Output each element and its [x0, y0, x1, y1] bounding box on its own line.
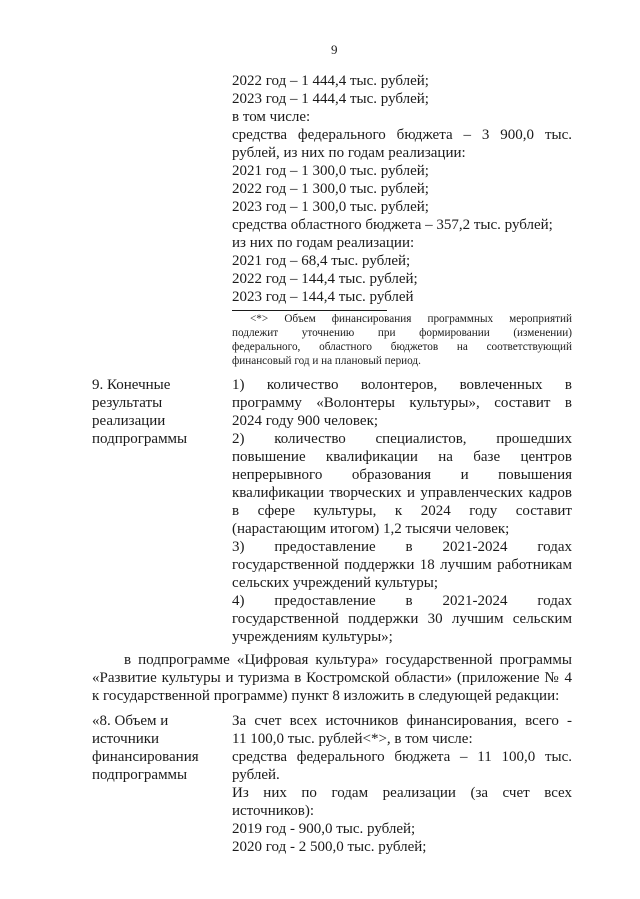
text-line: источников): — [232, 803, 315, 819]
text-line: непрерывного образования и повышения — [232, 467, 572, 483]
section-label-line: 9. Конечные — [92, 377, 171, 393]
text-line: из них по годам реализации: — [232, 235, 415, 251]
text-line: 2) количество специалистов, прошедших — [232, 431, 572, 447]
paragraph-line: к государственной программе) пункт 8 изложить в следующей редакции: — [92, 688, 560, 704]
paragraph-line: «Развитие культуры и туризма в Костромской области» (приложение № 4 — [92, 670, 572, 686]
footnote-line: федерального, областного бюджетов на соответствующий — [232, 341, 572, 353]
section-label-line: «8. Объем и — [92, 713, 169, 729]
text-line: средства областного бюджета – 357,2 тыс. рублей; — [232, 217, 553, 233]
text-line: 2023 год – 144,4 тыс. рублей — [232, 289, 414, 305]
section-label-line: финансирования — [92, 749, 199, 765]
text-line: средства федерального бюджета – 11 100,0 тыс. — [232, 749, 572, 765]
section-label-line: подпрограммы — [92, 767, 188, 783]
text-line: 2024 году 900 человек; — [232, 413, 379, 429]
text-line: 3) предоставление в 2021-2024 годах — [232, 539, 572, 555]
text-line: 2019 год - 900,0 тыс. рублей; — [232, 821, 416, 837]
text-line: рублей, из них по годам реализации: — [232, 145, 466, 161]
section-label-line: реализации — [92, 413, 166, 429]
text-line: государственной поддержки 18 лучшим работникам — [232, 557, 572, 573]
text-line: учреждениям культуры»; — [232, 629, 393, 645]
section-label-line: подпрограммы — [92, 431, 188, 447]
text-line: 2023 год – 1 300,0 тыс. рублей; — [232, 199, 429, 215]
text-line: 11 100,0 тыс. рублей<*>, в том числе: — [232, 731, 473, 747]
text-line: 2022 год – 1 444,4 тыс. рублей; — [232, 73, 429, 89]
text-line: 2022 год – 144,4 тыс. рублей; — [232, 271, 418, 287]
text-line: 2023 год – 1 444,4 тыс. рублей; — [232, 91, 429, 107]
text-line: средства федерального бюджета – 3 900,0 тыс. — [232, 127, 572, 143]
footnote-line: финансовый год и на плановый период. — [232, 355, 421, 367]
text-line: 2020 год - 2 500,0 тыс. рублей; — [232, 839, 427, 855]
text-line: в том числе: — [232, 109, 311, 125]
footnote-line: <*> Объем финансирования программных мероприятий — [250, 313, 572, 325]
text-line: 2021 год – 1 300,0 тыс. рублей; — [232, 163, 429, 179]
text-line: государственной поддержки 30 лучшим сельским — [232, 611, 572, 627]
text-line: в сфере культуры, к 2024 году составит — [232, 503, 572, 519]
text-line: программу «Волонтеры культуры», составит в — [232, 395, 572, 411]
text-line: (нарастающим итогом) 1,2 тысячи человек; — [232, 521, 510, 537]
footnote-separator — [232, 310, 387, 311]
text-line: 4) предоставление в 2021-2024 годах — [232, 593, 572, 609]
section-label-line: результаты — [92, 395, 163, 411]
text-line: 2021 год – 68,4 тыс. рублей; — [232, 253, 411, 269]
paragraph-line: в подпрограмме «Цифровая культура» государственной программы — [124, 652, 572, 668]
page-number: 9 — [331, 42, 338, 57]
text-line: 1) количество волонтеров, вовлеченных в — [232, 377, 572, 393]
footnote-line: подлежит уточнению при формировании (изменении) — [232, 327, 572, 339]
text-line: Из них по годам реализации (за счет всех — [232, 785, 572, 801]
text-line: рублей. — [232, 767, 280, 783]
text-line: За счет всех источников финансирования, всего - — [232, 713, 572, 729]
text-line: повышение квалификации на базе центров — [232, 449, 572, 465]
text-line: 2022 год – 1 300,0 тыс. рублей; — [232, 181, 429, 197]
text-line: сельских учреждений культуры; — [232, 575, 439, 591]
text-line: квалификации творческих и управленческих кадров — [232, 485, 572, 501]
section-label-line: источники — [92, 731, 160, 747]
